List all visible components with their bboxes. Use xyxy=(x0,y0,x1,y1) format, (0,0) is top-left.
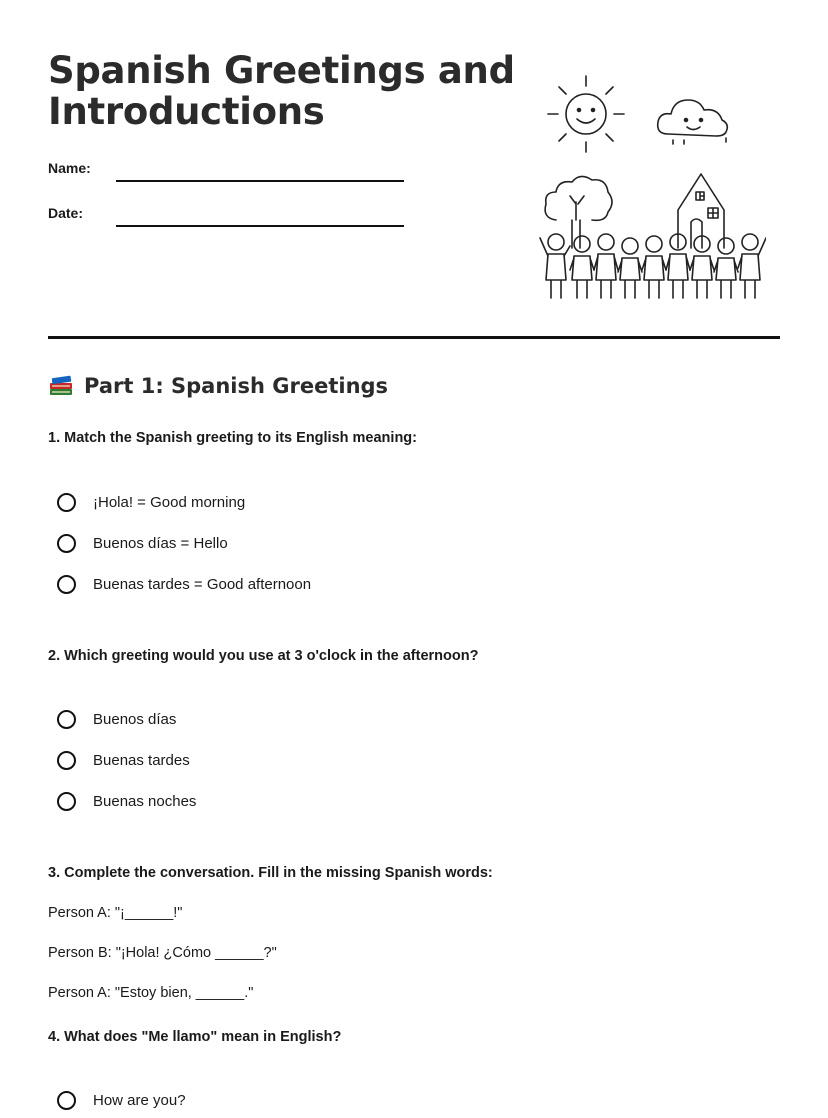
q2-option-3-label: Buenas noches xyxy=(93,793,197,810)
question-1-prompt: 1. Match the Spanish greeting to its English meaning: xyxy=(48,430,417,446)
cloud-icon xyxy=(658,100,728,144)
q2-option-2[interactable] xyxy=(57,751,190,770)
q1-option-3-label: Buenas tardes = Good afternoon xyxy=(93,576,312,593)
name-label: Name: xyxy=(48,160,91,176)
radio-button-icon[interactable] xyxy=(57,792,76,811)
conversation-line-1[interactable]: Person A: "¡______!" xyxy=(48,905,183,921)
q1-option-2[interactable] xyxy=(57,534,228,553)
q2-option-3[interactable] xyxy=(57,792,196,811)
radio-button-icon[interactable] xyxy=(57,1091,76,1110)
part1-heading-text: Part 1: Spanish Greetings xyxy=(84,374,389,398)
q4-option-1-label: How are you? xyxy=(93,1092,186,1109)
name-line[interactable] xyxy=(116,180,404,182)
question-2-prompt: 2. Which greeting would you use at 3 o'clock in the afternoon? xyxy=(48,648,479,664)
conversation-line-3[interactable]: Person A: "Estoy bien, ______." xyxy=(48,985,254,1001)
section-divider xyxy=(48,336,780,339)
conversation-line-2[interactable]: Person B: "¡Hola! ¿Cómo ______?" xyxy=(48,945,277,961)
q1-option-2-label: Buenos días = Hello xyxy=(93,535,228,552)
date-line[interactable] xyxy=(116,225,404,227)
date-label: Date: xyxy=(48,205,84,221)
children-group-icon xyxy=(540,234,766,298)
worksheet-title: Spanish Greetings and Introductions xyxy=(48,49,515,133)
q1-option-1[interactable] xyxy=(57,493,245,512)
q1-option-1-label: ¡Hola! = Good morning xyxy=(93,494,246,511)
radio-button-icon[interactable] xyxy=(57,534,76,553)
part1-heading xyxy=(48,374,388,398)
q2-option-2-label: Buenas tardes xyxy=(93,752,190,769)
question-3-prompt: 3. Complete the conversation. Fill in the missing Spanish words: xyxy=(48,865,493,881)
radio-button-icon[interactable] xyxy=(57,710,76,729)
greeting-illustration xyxy=(536,70,766,306)
q2-option-1[interactable] xyxy=(57,710,176,729)
radio-button-icon[interactable] xyxy=(57,575,76,594)
question-4-prompt: 4. What does "Me llamo" mean in English? xyxy=(48,1029,342,1045)
books-icon xyxy=(48,374,74,398)
q1-option-3[interactable] xyxy=(57,575,311,594)
q4-option-1[interactable] xyxy=(57,1091,186,1110)
radio-button-icon[interactable] xyxy=(57,493,76,512)
q2-option-1-label: Buenos días xyxy=(93,711,177,728)
sun-icon xyxy=(548,76,624,152)
radio-button-icon[interactable] xyxy=(57,751,76,770)
